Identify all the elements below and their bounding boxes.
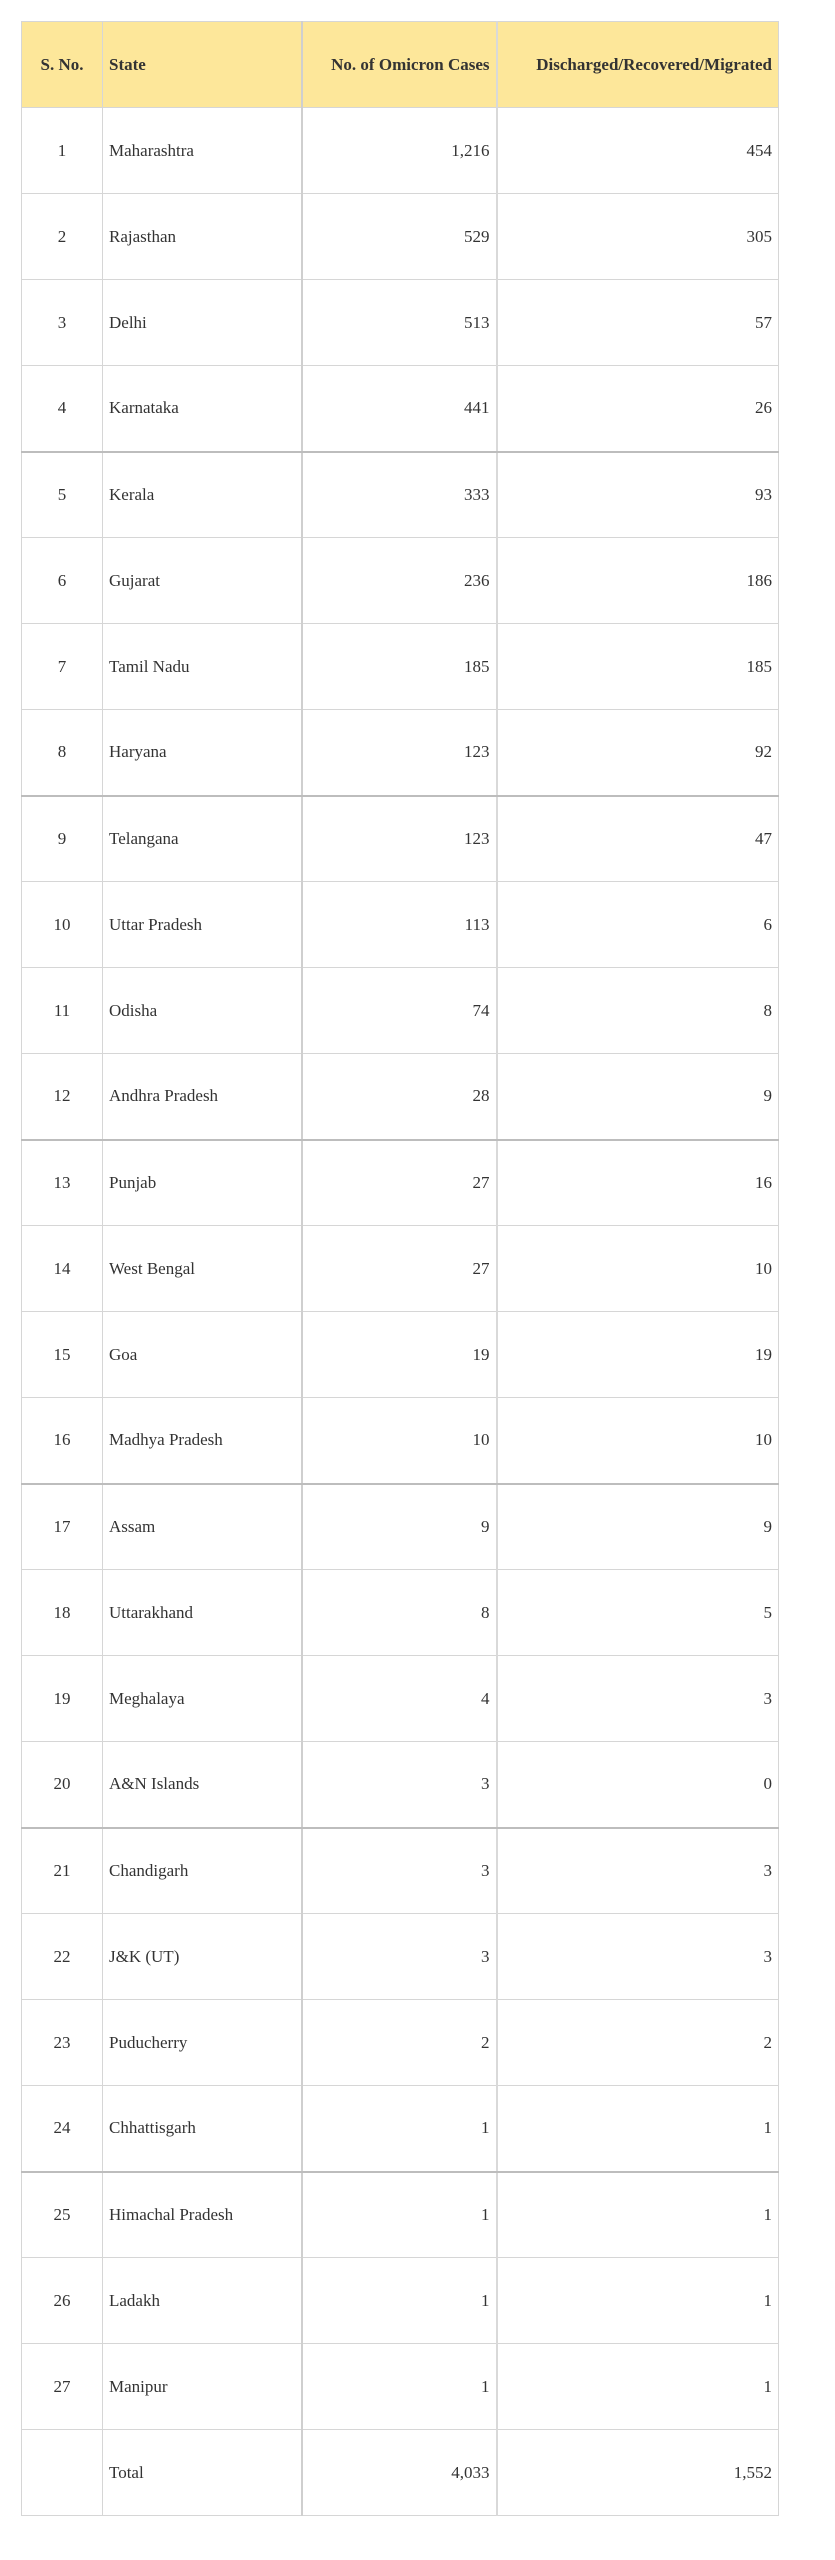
cell-discharged: 0 <box>497 1742 779 1828</box>
cell-discharged: 6 <box>497 882 779 968</box>
cell-omicron-cases: 9 <box>302 1484 497 1570</box>
cell-omicron-cases: 27 <box>302 1226 497 1312</box>
cell-discharged: 1 <box>497 2172 779 2258</box>
cell-sno: 2 <box>22 194 103 280</box>
cell-state: Karnataka <box>103 366 302 452</box>
cell-discharged: 10 <box>497 1226 779 1312</box>
table-row <box>22 968 779 1054</box>
cell-discharged: 186 <box>497 538 779 624</box>
cell-state: Meghalaya <box>103 1656 302 1742</box>
cell-discharged: 9 <box>497 1484 779 1570</box>
cell-sno: 25 <box>22 2172 103 2258</box>
cell-state: Ladakh <box>103 2258 302 2344</box>
cell-discharged: 8 <box>497 968 779 1054</box>
cell-sno: 20 <box>22 1742 103 1828</box>
cell-discharged: 3 <box>497 1914 779 2000</box>
cell-omicron-cases: 113 <box>302 882 497 968</box>
table-total-row <box>22 2430 779 2516</box>
table-body <box>22 108 779 2516</box>
cell-omicron-cases: 8 <box>302 1570 497 1656</box>
cell-omicron-cases: 123 <box>302 710 497 796</box>
cell-sno: 9 <box>22 796 103 882</box>
cell-sno: 26 <box>22 2258 103 2344</box>
header-sno: S. No. <box>22 22 103 108</box>
cell-discharged: 92 <box>497 710 779 796</box>
cell-discharged: 305 <box>497 194 779 280</box>
total-discharged: 1,552 <box>497 2430 779 2516</box>
cell-discharged: 16 <box>497 1140 779 1226</box>
cell-omicron-cases: 441 <box>302 366 497 452</box>
table-row <box>22 710 779 796</box>
cell-discharged: 3 <box>497 1656 779 1742</box>
cell-state: Haryana <box>103 710 302 796</box>
cell-state: J&K (UT) <box>103 1914 302 2000</box>
table-row <box>22 108 779 194</box>
cell-sno: 21 <box>22 1828 103 1914</box>
cell-sno: 7 <box>22 624 103 710</box>
cell-sno: 8 <box>22 710 103 796</box>
table-row <box>22 452 779 538</box>
table-row <box>22 1914 779 2000</box>
cell-discharged: 19 <box>497 1312 779 1398</box>
cell-state: A&N Islands <box>103 1742 302 1828</box>
cell-discharged: 10 <box>497 1398 779 1484</box>
cell-discharged: 26 <box>497 366 779 452</box>
cell-state: Madhya Pradesh <box>103 1398 302 1484</box>
cell-state: Punjab <box>103 1140 302 1226</box>
cell-omicron-cases: 28 <box>302 1054 497 1140</box>
cell-state: Chhattisgarh <box>103 2086 302 2172</box>
cell-omicron-cases: 513 <box>302 280 497 366</box>
cell-discharged: 1 <box>497 2086 779 2172</box>
cell-sno: 23 <box>22 2000 103 2086</box>
cell-discharged: 57 <box>497 280 779 366</box>
table-row <box>22 1312 779 1398</box>
cell-sno: 3 <box>22 280 103 366</box>
header-state: State <box>103 22 302 108</box>
cell-state: Himachal Pradesh <box>103 2172 302 2258</box>
table-row <box>22 1570 779 1656</box>
cell-state: Chandigarh <box>103 1828 302 1914</box>
table-row <box>22 1226 779 1312</box>
table-row <box>22 1656 779 1742</box>
cell-omicron-cases: 123 <box>302 796 497 882</box>
table-row <box>22 2086 779 2172</box>
cell-state: Gujarat <box>103 538 302 624</box>
cell-state: Assam <box>103 1484 302 1570</box>
table-row <box>22 2258 779 2344</box>
cell-state: Maharashtra <box>103 108 302 194</box>
cell-sno: 11 <box>22 968 103 1054</box>
cell-discharged: 1 <box>497 2258 779 2344</box>
cell-discharged: 9 <box>497 1054 779 1140</box>
cell-sno: 27 <box>22 2344 103 2430</box>
cell-omicron-cases: 2 <box>302 2000 497 2086</box>
cell-omicron-cases: 1 <box>302 2086 497 2172</box>
cell-sno: 17 <box>22 1484 103 1570</box>
table-row <box>22 2000 779 2086</box>
cell-discharged: 1 <box>497 2344 779 2430</box>
table-row <box>22 194 779 280</box>
cell-omicron-cases: 333 <box>302 452 497 538</box>
cell-state: Manipur <box>103 2344 302 2430</box>
table-row <box>22 1398 779 1484</box>
cell-state: Rajasthan <box>103 194 302 280</box>
cell-sno: 1 <box>22 108 103 194</box>
cell-omicron-cases: 236 <box>302 538 497 624</box>
table-row <box>22 538 779 624</box>
cell-omicron-cases: 3 <box>302 1828 497 1914</box>
cell-sno: 15 <box>22 1312 103 1398</box>
cell-omicron-cases: 1 <box>302 2344 497 2430</box>
omicron-cases-table-container <box>21 21 778 2516</box>
cell-state: Puducherry <box>103 2000 302 2086</box>
cell-omicron-cases: 185 <box>302 624 497 710</box>
cell-discharged: 3 <box>497 1828 779 1914</box>
header-omicron-cases: No. of Omicron Cases <box>302 22 497 108</box>
cell-omicron-cases: 27 <box>302 1140 497 1226</box>
cell-discharged: 454 <box>497 108 779 194</box>
table-header-row <box>22 22 779 108</box>
cell-state: Odisha <box>103 968 302 1054</box>
cell-discharged: 5 <box>497 1570 779 1656</box>
cell-omicron-cases: 1,216 <box>302 108 497 194</box>
cell-omicron-cases: 3 <box>302 1914 497 2000</box>
cell-state: Telangana <box>103 796 302 882</box>
table-row <box>22 280 779 366</box>
table-row <box>22 882 779 968</box>
cell-sno: 4 <box>22 366 103 452</box>
total-label: Total <box>103 2430 302 2516</box>
table-row <box>22 1140 779 1226</box>
cell-omicron-cases: 529 <box>302 194 497 280</box>
table-row <box>22 1484 779 1570</box>
cell-state: Goa <box>103 1312 302 1398</box>
table-row <box>22 2172 779 2258</box>
table-row <box>22 366 779 452</box>
cell-sno: 16 <box>22 1398 103 1484</box>
cell-sno: 18 <box>22 1570 103 1656</box>
cell-discharged: 185 <box>497 624 779 710</box>
table-row <box>22 1054 779 1140</box>
table-row <box>22 2344 779 2430</box>
cell-state: Kerala <box>103 452 302 538</box>
cell-state: Tamil Nadu <box>103 624 302 710</box>
cell-omicron-cases: 74 <box>302 968 497 1054</box>
table-row <box>22 1742 779 1828</box>
table-row <box>22 1828 779 1914</box>
total-sno <box>22 2430 103 2516</box>
cell-state: Uttarakhand <box>103 1570 302 1656</box>
cell-state: Delhi <box>103 280 302 366</box>
cell-omicron-cases: 1 <box>302 2172 497 2258</box>
cell-omicron-cases: 4 <box>302 1656 497 1742</box>
cell-omicron-cases: 3 <box>302 1742 497 1828</box>
table-row <box>22 624 779 710</box>
cell-omicron-cases: 10 <box>302 1398 497 1484</box>
cell-discharged: 47 <box>497 796 779 882</box>
cell-sno: 5 <box>22 452 103 538</box>
table-row <box>22 796 779 882</box>
cell-sno: 13 <box>22 1140 103 1226</box>
cell-state: Uttar Pradesh <box>103 882 302 968</box>
cell-state: Andhra Pradesh <box>103 1054 302 1140</box>
cell-state: West Bengal <box>103 1226 302 1312</box>
cell-sno: 22 <box>22 1914 103 2000</box>
cell-sno: 6 <box>22 538 103 624</box>
cell-sno: 14 <box>22 1226 103 1312</box>
cell-sno: 19 <box>22 1656 103 1742</box>
omicron-cases-table <box>21 21 779 2516</box>
cell-sno: 12 <box>22 1054 103 1140</box>
cell-discharged: 93 <box>497 452 779 538</box>
cell-sno: 24 <box>22 2086 103 2172</box>
header-discharged: Discharged/Recovered/Migrated <box>497 22 779 108</box>
cell-omicron-cases: 19 <box>302 1312 497 1398</box>
total-omicron-cases: 4,033 <box>302 2430 497 2516</box>
cell-omicron-cases: 1 <box>302 2258 497 2344</box>
cell-discharged: 2 <box>497 2000 779 2086</box>
cell-sno: 10 <box>22 882 103 968</box>
